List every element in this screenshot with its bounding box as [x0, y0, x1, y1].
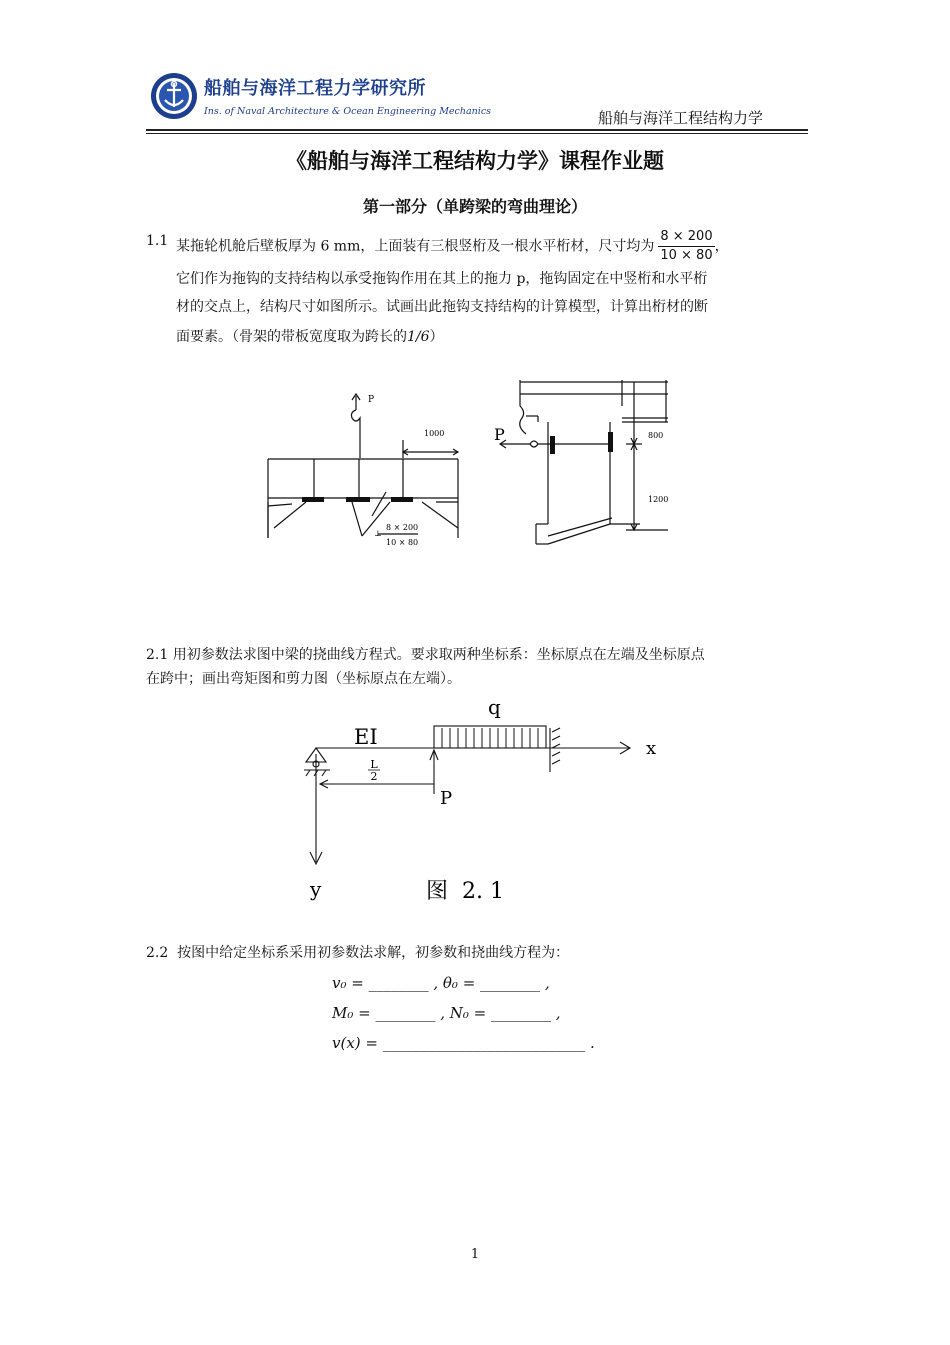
problem-1-1-comma: ，: [714, 238, 729, 255]
span-fraction-num: L: [370, 758, 378, 771]
page-number: 1: [470, 1247, 480, 1262]
problem-2-1-number: 2.1: [146, 647, 169, 663]
equation-deflection: v(x) = ___________________________ .: [332, 1034, 595, 1052]
x-axis-label: x: [646, 738, 657, 759]
problem-1-1-line1: [176, 228, 729, 265]
section-label-den: 10 × 80: [386, 538, 419, 547]
section-label-num: 8 × 200: [386, 523, 419, 532]
problem-2-2-number: 2.2: [146, 945, 169, 961]
problem-1-1-text-line1: 某拖轮机舱后壁板厚为 6 mm，上面装有三根竖桁及一根水平桁材，尺寸均为: [176, 238, 655, 255]
problem-1-1-text-line4a: 面要素。（骨架的带板宽度取为跨长的: [176, 329, 407, 345]
header-rule: [146, 129, 808, 131]
tow-hook-elevation-figure: [262, 388, 468, 554]
course-name: 船舶与海洋工程结构力学: [598, 109, 764, 127]
problem-2-1-text-line2: 在跨中；画出弯矩图和剪力图（坐标原点在左端）。: [146, 671, 461, 687]
distributed-load-label: q: [488, 695, 501, 719]
dim-800-label: 800: [648, 431, 664, 440]
stiffness-label: EI: [354, 725, 378, 749]
institute-name-en: Ins. of Naval Architecture & Ocean Engineering Mechanics: [204, 106, 492, 117]
problem-1-1-text-line4b: ）: [429, 329, 444, 345]
institute-name: 船舶与海洋工程力学研究所: [204, 78, 426, 99]
beam-figure-2-1: [290, 692, 670, 910]
part-title: 第一部分（单跨梁的弯曲理论）: [362, 197, 587, 216]
problem-2-1-text-line1: 用初参数法求图中梁的挠曲线方程式。要求取两种坐标系：坐标原点在左端及坐标原点: [172, 647, 705, 663]
document-title: 《船舶与海洋工程结构力学》课程作业题: [286, 149, 664, 173]
figure-caption: 图 2. 1: [426, 879, 504, 904]
section-load-label: P: [494, 425, 505, 444]
y-axis-label: y: [310, 877, 322, 901]
section-fraction-den: 10 × 80: [660, 248, 713, 263]
section-symbol: ⊥: [374, 529, 382, 538]
dim-1200-label: 1200: [648, 495, 669, 504]
problem-2-1-line1: [146, 642, 705, 668]
one-sixth: 1/6: [407, 329, 430, 345]
section-fraction: [658, 228, 714, 265]
section-fraction-num: 8 × 200: [658, 228, 714, 247]
problem-1-1-number: 1.1: [146, 233, 169, 249]
span-fraction-den: 2: [370, 770, 378, 783]
problem-1-1-text-line3: 材的交点上，结构尺寸如图所示。试画出此拖钩支持结构的计算模型，计算出桁材的断: [176, 299, 708, 315]
problem-2-2-line: [146, 940, 569, 966]
dim-1000-label: 1000: [424, 429, 445, 438]
point-load-label: P: [440, 788, 453, 809]
tow-hook-section-figure: [490, 376, 680, 552]
equation-m0-n0: M₀ = ________ , N₀ = ________ ,: [332, 1004, 561, 1022]
institute-logo: [150, 72, 198, 120]
problem-2-2-text: 按图中给定坐标系采用初参数法求解，初参数和挠曲线方程为：: [177, 945, 570, 961]
problem-1-1-text-line2: 它们作为拖钩的支持结构以承受拖钩作用在其上的拖力 p，拖钩固定在中竖桁和水平桁: [176, 271, 708, 287]
tow-load-label: P: [368, 395, 375, 405]
header-rule-thin: [146, 133, 808, 134]
equation-v0-theta0: v₀ = ________ , θ₀ = ________ ,: [332, 974, 550, 992]
problem-1-1-line4: [176, 324, 444, 350]
